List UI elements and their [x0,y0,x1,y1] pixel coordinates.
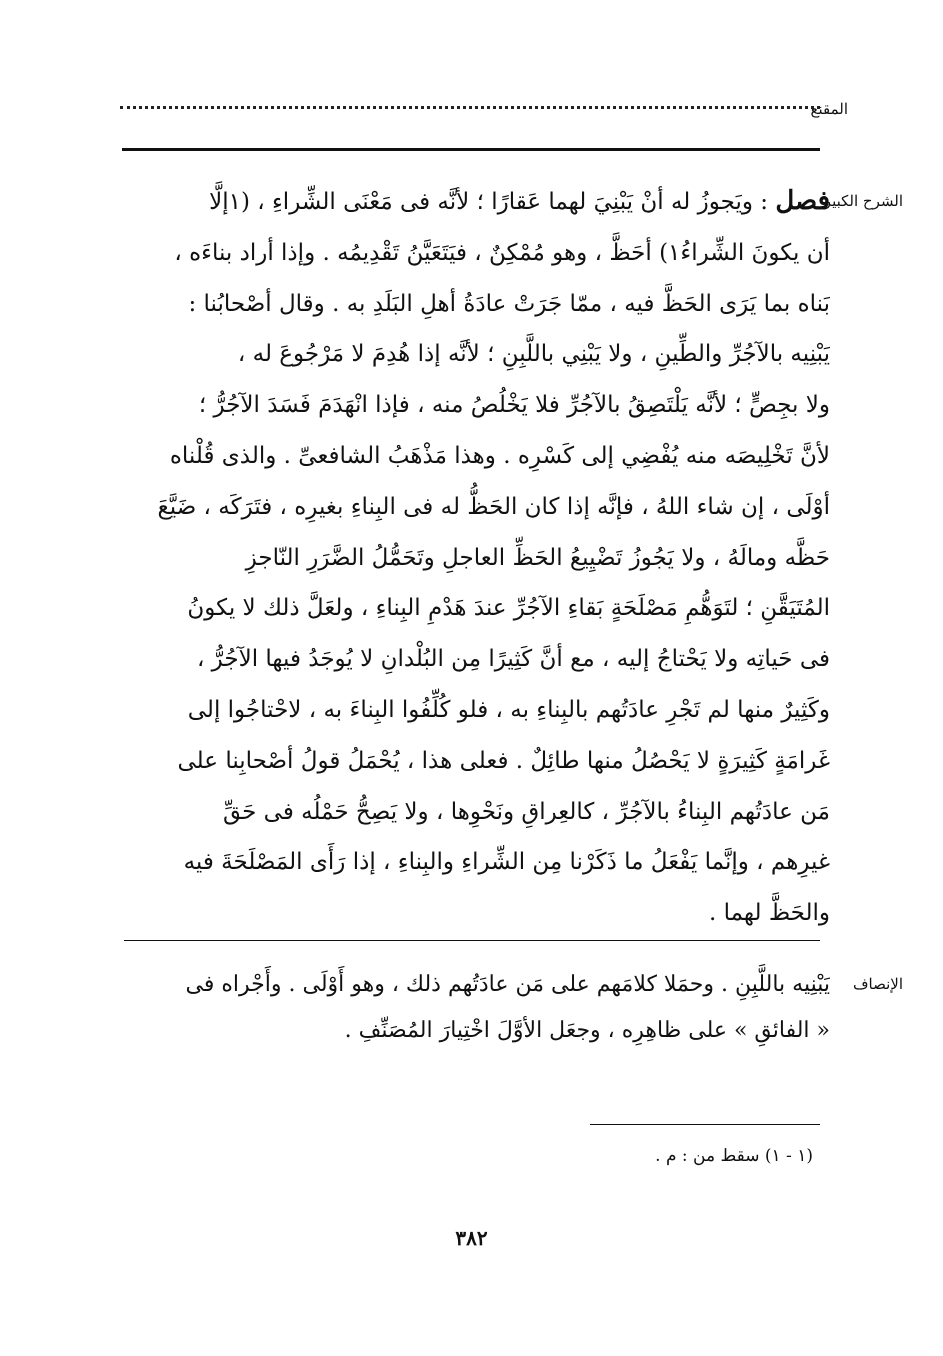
main-line: المُتَيَقَّنِ ؛ لتَوَهُّمِ مَصْلَحَةٍ بَقاءِ الآجُرِّ عندَ هَدْمِ البِناءِ ، ولعَلَّ ذلك لا يكونُ [187,595,830,622]
main-line: ولا بجِصٍّ ؛ لأنَّه يَلْتَصِقُ بالآجُرِّ فلا يَخْلُصُ منه ، فإذا انْهَدَمَ فَسَدَ الآجُرُّ ؛ [198,392,830,419]
section-divider [124,940,820,941]
top-rule [122,148,820,151]
main-line: بَناه بما يَرَى الحَظَّ فيه ، ممّا جَرَتْ عادَةُ أهلِ البَلَدِ به . وقال أصْحابُنا : [188,290,830,317]
running-title: المقنع [810,100,848,118]
main-line: وكَثِيرٌ منها لم تَجْرِ عادَتُهم بالبِناءِ به ، فلو كُلِّفُوا البِناءَ به ، لاحْتاجُوا إلى [187,696,830,723]
insaf-line: يَبْنِيه باللَّبِنِ . وحمَلا كلامَهم على مَن عادَتُهم ذلك ، وهو أَوْلَى . وأَجْراه فى [185,972,830,997]
main-line: غَرامَةٍ كَثِيرَةٍ لا يَحْصُلُ منها طائِلٌ . فعلى هذا ، يُحْمَلُ قولُ أصْحابِنا على [177,747,830,774]
insaf-body [118,962,830,1054]
main-line: حَظَّه ومالَهُ ، ولا يَجُوزُ تَضْيِيعُ الحَظِّ العاجلِ وتَحَمُّلُ الضَّرَرِ النّاجزِ [245,544,830,571]
footnote-rule [590,1124,820,1125]
main-line-text: : ويَجوزُ له أنْ يَبْنِيَ لهما عَقارًا ؛ لأنَّه فى مَعْنَى الشِّراءِ ، (١إلَّا [209,189,769,215]
main-line: لأنَّ تَخْلِيصَه منه يُفْضِي إلى كَسْرِه . وهذا مَذْهَبُ الشافعىِّ . والذى قُلْناه [169,442,830,469]
fasl-heading: فصل [775,186,830,216]
main-line: مَن عادَتُهم البِناءُ بالآجُرِّ ، كالعِراقِ ونَحْوِها ، ولا يَصِحُّ حَمْلُه فى حَقِّ [222,798,830,825]
main-line: فى حَياتِه ولا يَحْتاجُ إليه ، مع أنَّ كَثِيرًا مِن البُلْدانِ لا يُوجَدُ فيها الآجُرُّ ، [196,646,830,673]
main-line: أوْلَى ، إن شاء اللهُ ، فإنَّه إذا كان الحَظُّ له فى البِناءِ بغيرِه ، فتَرَكَه ، ضَيَّعَ [157,493,830,520]
main-line: غيرِهم ، وإنَّما يَفْعَلُ ما ذَكَرْنا مِن الشِّراءِ والبِناءِ ، إذا رَأَى المَصْلَحَةَ فيه [183,849,830,876]
page-number: ٣٨٢ [455,1226,488,1250]
main-line: والحَظَّ لهما . [708,900,830,927]
margin-label-insaf: الإنصاف [852,975,903,993]
main-line: أن يكونَ الشِّراءُ١) أحَظَّ ، وهو مُمْكِنٌ ، فيَتَعَيَّنُ تَقْدِيمُه . وإذا أراد بناءَه ، [174,239,830,266]
main-line: يَبْنِيه بالآجُرِّ والطِّينِ ، ولا يَبْنِي باللَّبِنِ ؛ لأنَّه إذا هُدِمَ لا مَرْجُوعَ له ، [237,341,830,368]
footnote: (١ - ١) سقط من : م . [655,1146,813,1166]
margin-label-sharh: الشرح الكبير [823,192,903,210]
dotted-rule [120,106,820,109]
main-body [118,176,830,939]
insaf-line: « الفائقِ » على ظاهِرِه ، وجعَل الأوَّلَ اخْتِيارَ المُصَنِّفِ . [344,1018,830,1043]
main-line [118,176,830,228]
